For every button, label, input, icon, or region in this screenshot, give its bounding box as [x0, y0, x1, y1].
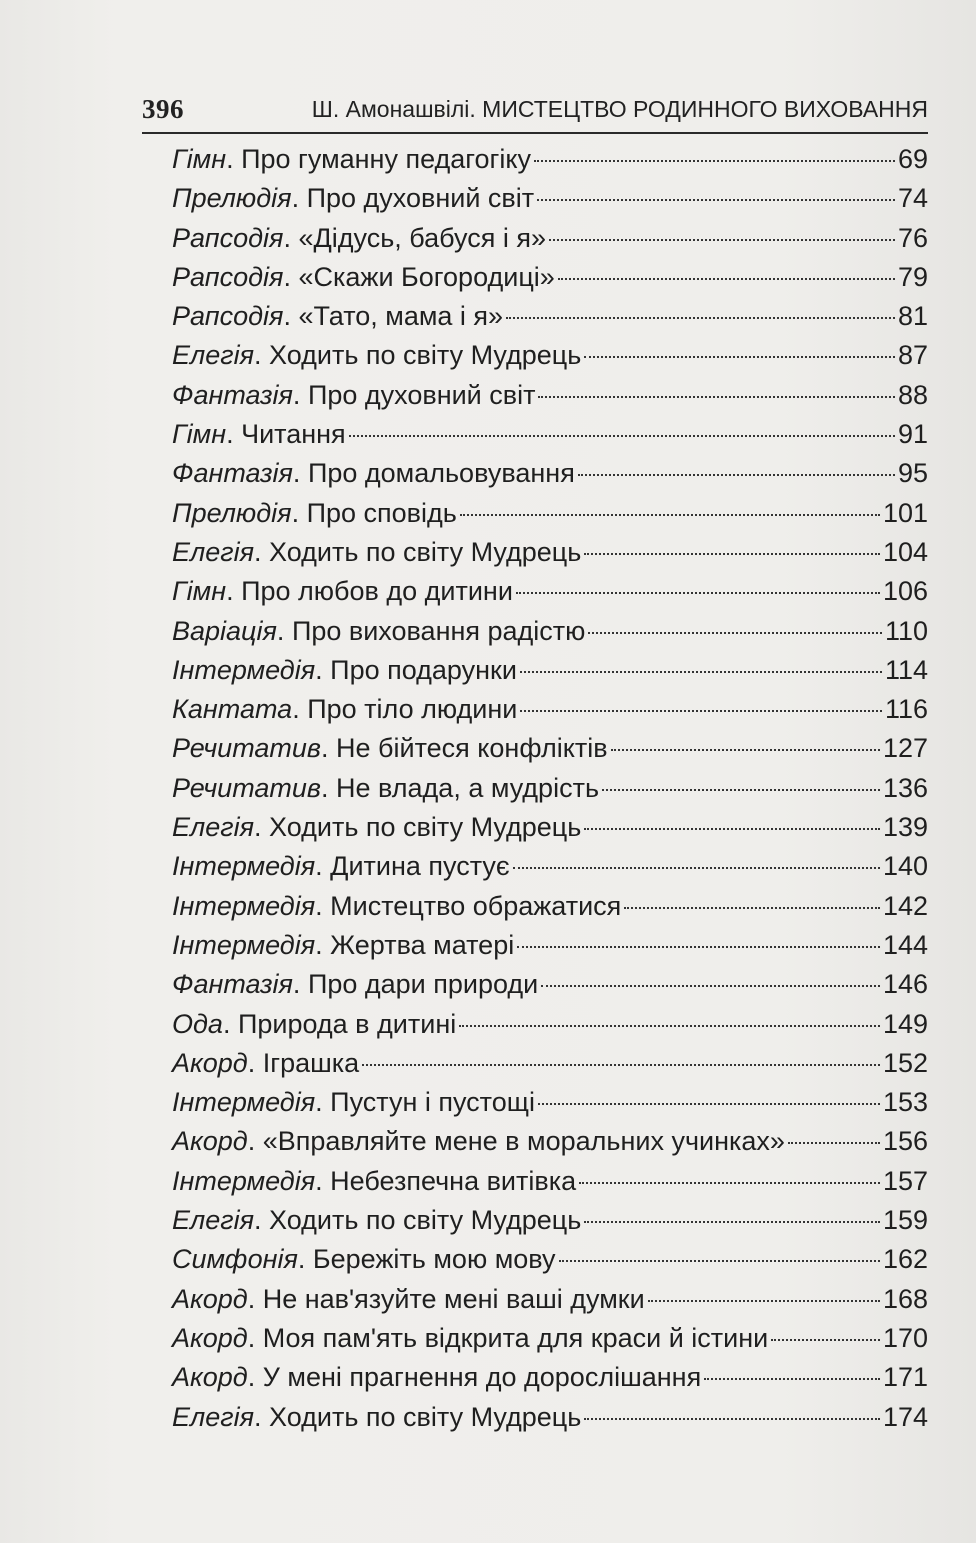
toc-entry-page: 95 — [897, 458, 928, 489]
toc-entry-separator: . — [297, 1244, 313, 1275]
toc-entry-page: 153 — [882, 1087, 928, 1118]
toc-entry-title: Про духовний світ — [306, 183, 535, 214]
toc-entry-title: У мені прагнення до дорослішання — [262, 1362, 702, 1393]
toc-entry-title: «Вправляйте мене в моральних учинках» — [262, 1126, 785, 1157]
toc-entry-title: Дитина пустує — [330, 851, 510, 882]
toc-entry-genre: Гімн — [172, 419, 227, 450]
toc-entry — [172, 887, 928, 926]
toc-entry-genre: Прелюдія — [172, 183, 292, 214]
toc-entry-separator: . — [321, 772, 337, 803]
toc-entry-genre: Рапсодія — [172, 261, 284, 292]
toc-entry-genre: Акорд — [172, 1322, 248, 1353]
toc-entry-separator: . — [226, 576, 242, 607]
toc-entry-genre: Кантата — [172, 694, 293, 725]
toc-entry-separator: . — [247, 1047, 263, 1078]
toc-entry-separator: . — [247, 1283, 263, 1314]
toc-entry-page: 170 — [882, 1322, 928, 1353]
toc-dot-leader — [558, 278, 895, 280]
page-header — [142, 92, 928, 134]
toc-entry-genre: Інтермедія — [172, 1087, 316, 1118]
toc-entry — [172, 297, 928, 336]
toc-entry-separator: . — [291, 183, 307, 214]
toc-entry-genre: Речитатив — [172, 733, 322, 764]
toc-dot-leader — [516, 592, 880, 594]
toc-entry-page: 87 — [897, 340, 928, 371]
toc-dot-leader — [588, 632, 882, 634]
toc-entry-page: 159 — [882, 1205, 928, 1236]
toc-entry-separator: . — [254, 340, 270, 371]
toc-entry-genre: Акорд — [172, 1047, 248, 1078]
toc-entry-title: Пустун і пустощі — [330, 1087, 535, 1118]
toc-entry — [172, 454, 928, 493]
toc-entry-title: Читання — [241, 419, 346, 450]
toc-dot-leader — [520, 671, 882, 673]
toc-entry — [172, 1358, 928, 1397]
toc-entry-page: 127 — [882, 733, 928, 764]
toc-dot-leader — [578, 474, 895, 476]
toc-entry-page: 152 — [882, 1047, 928, 1078]
toc-entry — [172, 1162, 928, 1201]
toc-entry — [172, 572, 928, 611]
toc-entry-page: 162 — [882, 1244, 928, 1275]
toc-entry-genre: Елегія — [172, 812, 254, 843]
toc-dot-leader — [513, 867, 880, 869]
toc-entry-separator: . — [247, 1126, 263, 1157]
toc-entry-page: 88 — [897, 379, 928, 410]
toc-entry — [172, 1240, 928, 1279]
toc-dot-leader — [788, 1142, 880, 1144]
toc-entry — [172, 494, 928, 533]
toc-entry-separator: . — [292, 379, 308, 410]
toc-entry-separator: . — [254, 1401, 270, 1432]
toc-entry-title: Про домальовування — [307, 458, 575, 489]
toc-entry-title: Про тіло людини — [307, 694, 518, 725]
toc-dot-leader — [520, 710, 882, 712]
toc-entry-separator: . — [283, 222, 299, 253]
toc-entry — [172, 1398, 928, 1437]
toc-entry-genre: Елегія — [172, 536, 254, 567]
toc-entry-genre: Елегія — [172, 1401, 254, 1432]
toc-entry-genre: Інтермедія — [172, 929, 316, 960]
toc-entry-separator: . — [315, 1087, 331, 1118]
toc-dot-leader — [534, 160, 895, 162]
toc-dot-leader — [704, 1378, 880, 1380]
toc-entry-separator: . — [292, 458, 308, 489]
toc-dot-leader — [541, 985, 880, 987]
toc-entry-title: Не нав'язуйте мені ваші думки — [262, 1283, 645, 1314]
toc-dot-leader — [611, 749, 880, 751]
toc-entry-title: Бережіть мою мову — [312, 1244, 556, 1275]
toc-entry-page: 171 — [882, 1362, 928, 1393]
toc-entry-genre: Елегія — [172, 1205, 254, 1236]
toc-entry-page: 114 — [884, 654, 928, 685]
toc-entry-page: 149 — [882, 1008, 928, 1039]
toc-entry-separator: . — [292, 694, 308, 725]
table-of-contents — [172, 140, 928, 1437]
toc-dot-leader — [362, 1064, 880, 1066]
toc-dot-leader — [584, 1221, 880, 1223]
toc-entry — [172, 1319, 928, 1358]
toc-dot-leader — [584, 1418, 880, 1420]
toc-entry-page: 174 — [882, 1401, 928, 1432]
toc-entry-title: Ходить по світу Мудрець — [269, 1401, 582, 1432]
toc-entry-separator: . — [226, 144, 242, 174]
toc-entry-genre: Інтермедія — [172, 1165, 316, 1196]
toc-dot-leader — [517, 946, 880, 948]
toc-dot-leader — [559, 1260, 880, 1262]
toc-dot-leader — [460, 514, 880, 516]
toc-entry-page: 139 — [882, 812, 928, 843]
toc-entry-separator: . — [315, 851, 331, 882]
toc-entry — [172, 1201, 928, 1240]
toc-entry-genre: Ода — [172, 1008, 223, 1039]
toc-entry-title: Ходить по світу Мудрець — [269, 812, 582, 843]
toc-dot-leader — [549, 239, 895, 241]
toc-entry — [172, 219, 928, 258]
toc-entry-genre: Акорд — [172, 1283, 248, 1314]
toc-entry-title: Ходить по світу Мудрець — [269, 1205, 582, 1236]
toc-dot-leader — [584, 356, 895, 358]
toc-entry-title: Про сповідь — [306, 497, 457, 528]
toc-entry-genre: Фантазія — [172, 458, 293, 489]
toc-dot-leader — [459, 1025, 880, 1027]
toc-entry-genre: Інтермедія — [172, 890, 316, 921]
toc-entry-title: «Скажи Богородиці» — [298, 261, 555, 292]
toc-dot-leader — [349, 435, 895, 437]
toc-entry — [172, 415, 928, 454]
toc-dot-leader — [602, 789, 880, 791]
toc-entry-genre: Симфонія — [172, 1244, 298, 1275]
toc-entry-genre: Фантазія — [172, 379, 293, 410]
toc-entry-page: 146 — [882, 969, 928, 1000]
toc-dot-leader — [579, 1182, 880, 1184]
toc-entry-page: 156 — [882, 1126, 928, 1157]
toc-entry-title: Мистецтво ображатися — [330, 890, 622, 921]
toc-entry — [172, 690, 928, 729]
toc-entry-page: 91 — [897, 419, 928, 450]
toc-entry-separator: . — [247, 1322, 263, 1353]
toc-entry-separator: . — [276, 615, 292, 646]
toc-entry-separator: . — [222, 1008, 238, 1039]
toc-entry-title: Жертва матері — [330, 929, 515, 960]
toc-entry-separator: . — [247, 1362, 263, 1393]
toc-entry-page: 140 — [882, 851, 928, 882]
toc-entry-title: Про дари природи — [307, 969, 539, 1000]
toc-entry-page: 79 — [897, 261, 928, 292]
toc-entry-title: Про виховання радістю — [291, 615, 586, 646]
toc-dot-leader — [624, 907, 880, 909]
toc-entry-title: Не бійтеся конфліктів — [336, 733, 608, 764]
toc-entry-title: Про гуманну педагогіку — [241, 144, 532, 174]
toc-entry — [172, 651, 928, 690]
toc-entry-genre: Рапсодія — [172, 301, 284, 332]
toc-entry-genre: Елегія — [172, 340, 254, 371]
toc-entry-title: «Дідусь, бабуся і я» — [298, 222, 546, 253]
toc-entry-separator: . — [292, 969, 308, 1000]
toc-entry-separator: . — [283, 301, 299, 332]
toc-entry-genre: Гімн — [172, 576, 227, 607]
toc-entry-title: Про любов до дитини — [241, 576, 513, 607]
toc-entry-page: 106 — [882, 576, 928, 607]
toc-dot-leader — [648, 1300, 880, 1302]
toc-entry — [172, 140, 928, 179]
toc-entry-page: 157 — [882, 1165, 928, 1196]
toc-entry — [172, 965, 928, 1004]
toc-entry-genre: Рапсодія — [172, 222, 284, 253]
toc-dot-leader — [771, 1339, 880, 1341]
toc-entry — [172, 1044, 928, 1083]
toc-entry-page: 116 — [884, 694, 928, 725]
toc-entry — [172, 336, 928, 375]
toc-entry-title: Природа в дитині — [237, 1008, 457, 1039]
toc-entry — [172, 808, 928, 847]
toc-entry-separator: . — [315, 929, 331, 960]
toc-entry-page: 69 — [897, 144, 928, 174]
toc-entry-separator: . — [254, 1205, 270, 1236]
toc-entry-separator: . — [315, 1165, 331, 1196]
toc-entry-genre: Гімн — [172, 144, 227, 174]
toc-entry — [172, 179, 928, 218]
toc-entry-genre: Варіація — [172, 615, 277, 646]
toc-entry-title: «Тато, мама і я» — [298, 301, 504, 332]
toc-dot-leader — [538, 396, 894, 398]
toc-entry-page: 168 — [882, 1283, 928, 1314]
toc-entry-page: 76 — [897, 222, 928, 253]
toc-entry-genre: Інтермедія — [172, 851, 316, 882]
toc-entry-title: Небезпечна витівка — [330, 1165, 577, 1196]
toc-entry — [172, 376, 928, 415]
toc-dot-leader — [584, 553, 880, 555]
toc-entry-page: 144 — [882, 929, 928, 960]
running-title: Ш. Амонашвілі. МИСТЕЦТВО РОДИННОГО ВИХОВАННЯ — [311, 96, 928, 122]
toc-entry-title: Моя пам'ять відкрита для краси й істини — [262, 1322, 769, 1353]
toc-dot-leader — [538, 1103, 880, 1105]
toc-entry-genre: Акорд — [172, 1362, 248, 1393]
toc-entry-title: Ходить по світу Мудрець — [269, 340, 582, 371]
toc-entry-separator: . — [254, 812, 270, 843]
toc-entry-genre: Прелюдія — [172, 497, 292, 528]
toc-entry — [172, 769, 928, 808]
toc-dot-leader — [537, 199, 895, 201]
toc-entry-title: Про подарунки — [330, 654, 517, 685]
toc-entry-separator: . — [315, 890, 331, 921]
toc-entry — [172, 1005, 928, 1044]
toc-entry-page: 81 — [897, 301, 928, 332]
toc-entry — [172, 533, 928, 572]
toc-entry-page: 142 — [882, 890, 928, 921]
toc-entry-separator: . — [315, 654, 331, 685]
toc-entry-page: 104 — [882, 536, 928, 567]
toc-entry — [172, 1083, 928, 1122]
toc-entry — [172, 1122, 928, 1161]
toc-entry-page: 110 — [884, 615, 928, 646]
toc-entry — [172, 1280, 928, 1319]
toc-entry-genre: Речитатив — [172, 772, 322, 803]
toc-dot-leader — [506, 317, 895, 319]
toc-entry-title: Іграшка — [262, 1047, 360, 1078]
toc-entry-title: Ходить по світу Мудрець — [269, 536, 582, 567]
toc-entry-separator: . — [321, 733, 337, 764]
toc-entry-genre: Фантазія — [172, 969, 293, 1000]
toc-entry — [172, 612, 928, 651]
toc-entry — [172, 926, 928, 965]
toc-entry-title: Про духовний світ — [307, 379, 536, 410]
toc-entry — [172, 729, 928, 768]
page-number: 396 — [142, 94, 184, 124]
toc-entry-separator: . — [254, 536, 270, 567]
toc-entry-separator: . — [291, 497, 307, 528]
toc-entry — [172, 258, 928, 297]
toc-entry-separator: . — [226, 419, 242, 450]
toc-entry-page: 101 — [882, 497, 928, 528]
toc-entry-separator: . — [283, 261, 299, 292]
toc-entry-page: 136 — [882, 772, 928, 803]
toc-entry-title: Не влада, а мудрість — [336, 772, 600, 803]
toc-entry-genre: Акорд — [172, 1126, 248, 1157]
toc-entry-page: 74 — [897, 183, 928, 214]
toc-entry-genre: Інтермедія — [172, 654, 316, 685]
toc-entry — [172, 847, 928, 886]
toc-dot-leader — [584, 828, 880, 830]
